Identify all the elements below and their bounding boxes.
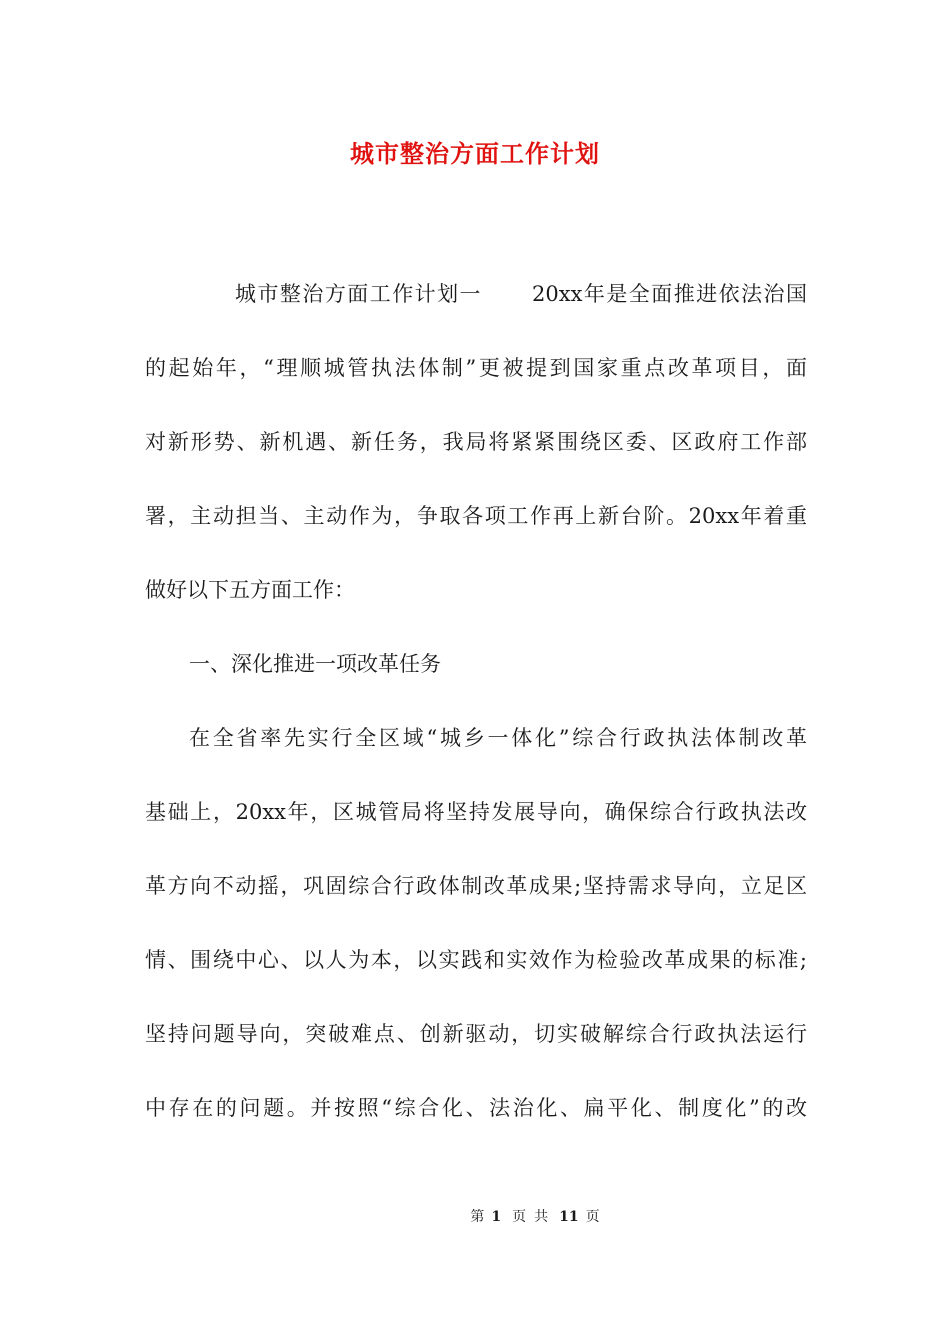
page-footer	[0, 1207, 950, 1227]
text-line: 做好以下五方面工作：	[145, 578, 355, 602]
text-line: 革方向不动摇，巩固综合行政体制改革成果;坚持需求导向，立足区	[145, 874, 807, 898]
text-line: 的起始年，“理顺城管执法体制”更被提到国家重点改革项目，面	[145, 356, 807, 380]
text-line: 在全省率先实行全区域“城乡一体化”综合行政执法体制改革	[189, 726, 807, 750]
text-line-part: 城市整治方面工作计划一	[235, 282, 483, 306]
text-line: 基础上，20xx年，区城管局将坚持发展导向，确保综合行政执法改	[145, 800, 807, 824]
text-line: 情、围绕中心、以人为本，以实践和实效作为检验改革成果的标准;	[145, 948, 807, 972]
footer-word: 页	[512, 1209, 527, 1225]
footer-word: 共	[534, 1209, 549, 1225]
footer-total-pages: 11	[559, 1209, 579, 1225]
section-heading: 一、深化推进一项改革任务	[189, 652, 441, 676]
text-line-part: 20xx年是全面推进依法治国	[532, 282, 807, 306]
text-line: 坚持问题导向，突破难点、创新驱动，切实破解综合行政执法运行	[145, 1022, 807, 1046]
document-body	[145, 276, 807, 1164]
text-line: 对新形势、新机遇、新任务，我局将紧紧围绕区委、区政府工作部	[145, 430, 807, 454]
footer-page-number: 1	[491, 1209, 502, 1225]
footer-prefix: 第	[470, 1209, 485, 1225]
text-line: 中存在的问题。并按照“综合化、法治化、扁平化、制度化”的改	[145, 1096, 807, 1120]
text-line	[145, 276, 807, 313]
page-title: 城市整治方面工作计划	[350, 139, 600, 168]
footer-suffix: 页	[585, 1209, 600, 1225]
text-line: 署，主动担当、主动作为，争取各项工作再上新台阶。20xx年着重	[145, 504, 807, 528]
